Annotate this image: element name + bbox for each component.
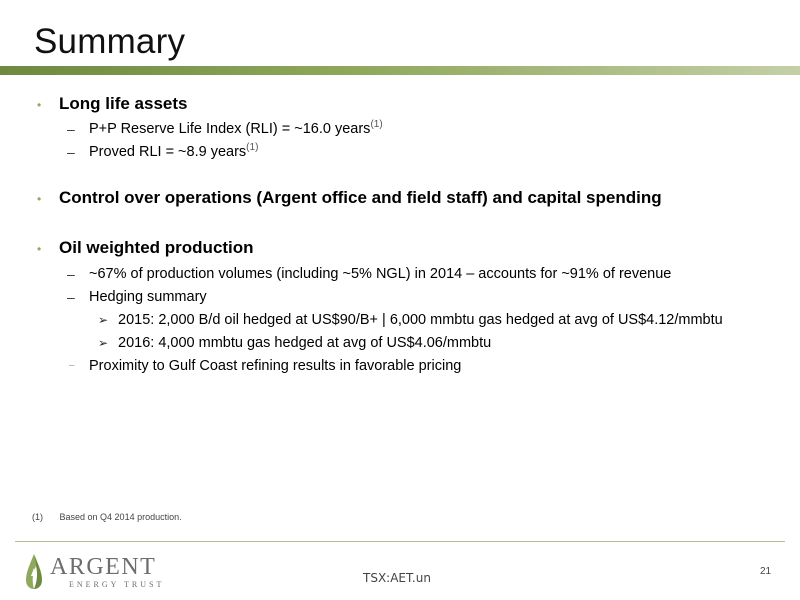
hedge-2016: 2016: 4,000 mmbtu gas hedged at avg of US$4.06/mmbtu xyxy=(118,335,492,351)
sub-bullet-hedging-summary: Hedging summary xyxy=(89,289,207,305)
dash-icon: – xyxy=(67,121,75,137)
ticker-symbol: TSX:AET.un xyxy=(363,571,431,585)
footnote-ref: (1) xyxy=(370,119,383,130)
bullet-oil-weighted-production: Oil weighted production xyxy=(59,238,254,257)
arrow-bullet-icon: ➢ xyxy=(98,313,109,327)
sub-bullet-gulf-coast: Proximity to Gulf Coast refining results in favorable pricing xyxy=(89,358,462,374)
bullet-dot-icon: • xyxy=(37,242,42,256)
bullet-long-life-assets: Long life assets xyxy=(59,94,188,113)
arrow-bullet-icon: ➢ xyxy=(98,336,109,350)
hedge-2015: 2015: 2,000 B/d oil hedged at US$90/B+ | 6,000 mmbtu gas hedged at avg of US$4.12/mmbtu xyxy=(118,312,723,328)
dash-icon: – xyxy=(69,360,75,371)
sub-bullet-pp-rli xyxy=(89,121,383,137)
title-underline-bar xyxy=(0,66,800,75)
bullet-dot-icon: • xyxy=(37,192,42,206)
logo-subtitle: ENERGY TRUST xyxy=(69,580,165,589)
footnote-ref: (1) xyxy=(246,142,259,153)
sub-bullet-text: P+P Reserve Life Index (RLI) = ~16.0 years xyxy=(89,121,371,137)
sub-bullet-proved-rli xyxy=(89,144,258,160)
footnote-marker: (1) xyxy=(32,512,43,522)
slide-title: Summary xyxy=(34,22,186,61)
logo-wordmark: ARGENT xyxy=(50,554,157,580)
sub-bullet-production-volumes: ~67% of production volumes (including ~5% NGL) in 2014 – accounts for ~91% of revenue xyxy=(89,266,672,282)
footer-divider xyxy=(15,541,785,542)
footnote xyxy=(32,512,182,522)
footnote-text: Based on Q4 2014 production. xyxy=(59,512,182,522)
bullet-dot-icon: • xyxy=(37,98,42,112)
dash-icon: – xyxy=(67,144,75,160)
bullet-control-operations: Control over operations (Argent office and field staff) and capital spending xyxy=(59,188,662,207)
sub-bullet-text: Proved RLI = ~8.9 years xyxy=(89,144,247,160)
page-number: 21 xyxy=(760,566,772,577)
dash-icon: – xyxy=(67,289,75,305)
dash-icon: – xyxy=(67,266,75,282)
